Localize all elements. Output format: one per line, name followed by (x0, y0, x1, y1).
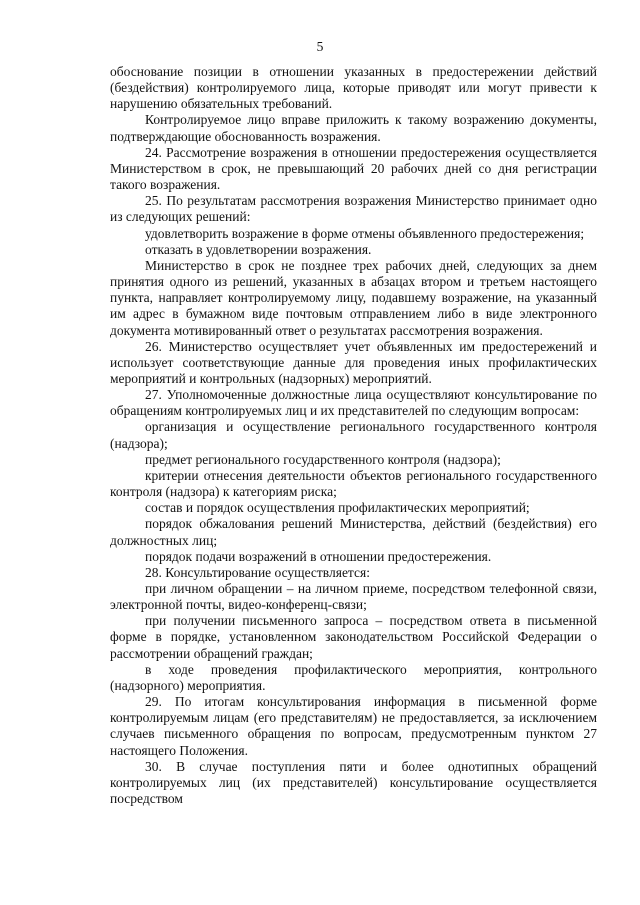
paragraph: критерии отнесения деятельности объектов регионального государственного контроля (надзора) к категориям риска; (110, 467, 597, 500)
paragraph: в ходе проведения профилактического мероприятия, контрольного (надзорного) мероприятия. (110, 661, 597, 693)
paragraph: 26. Министерство осуществляет учет объявленных им предостережений и использует соответствующие данные для проведения иных профилактических мероприятий и контрольных (надзорных) мероприятий. (110, 338, 597, 386)
document-body (110, 64, 597, 807)
paragraph: порядок обжалования решений Министерства, действий (бездействия) его должностных лиц; (110, 516, 597, 548)
page-number: 5 (316, 39, 324, 54)
paragraph: 29. По итогам консультирования информация в письменной форме контролируемым лицам (его представителям) не предоставляется, за исключением случаев письменного обращения по вопросам, предусмотренным пунктом 27 настоящего Положения. (110, 694, 597, 758)
paragraph: удовлетворить возражение в форме отмены объявленного предостережения; (145, 225, 585, 241)
paragraph: 28. Консультирование осуществляется: (145, 564, 370, 580)
paragraph: организация и осуществление регионального государственного контроля (надзора); (110, 419, 597, 451)
paragraph: 30. В случае поступления пяти и более однотипных обращений контролируемых лиц (их представителей) консультирование осуществляется посредством (110, 758, 597, 807)
paragraph: Министерство в срок не позднее трех рабочих дней, следующих за днем принятия одного из решений, указанных в абзацах втором и третьем настоящего пункта, направляет контролируемому лицу, подавшему возражение, на указанный им адрес в бумажном виде почтовым отправлением либо в виде электронного документа мотивированный ответ о результатах рассмотрения возражения. (110, 257, 597, 338)
paragraph: Контролируемое лицо вправе приложить к такому возражению документы, подтверждающие обоснованность возражения. (110, 112, 597, 144)
paragraph: при получении письменного запроса – посредством ответа в письменной форме в порядке, установленном законодательством Российской Федерации о рассмотрении обращений граждан; (110, 613, 597, 661)
paragraph: обоснование позиции в отношении указанных в предостережении действий (бездействия) контролируемого лица, которые приводят или могут привести к нарушению обязательных требований. (110, 64, 597, 112)
paragraph: состав и порядок осуществления профилактических мероприятий; (145, 500, 530, 516)
paragraph: 27. Уполномоченные должностные лица осуществляют консультирование по обращениям контролируемых лиц и их представителей по следующим вопросам: (110, 387, 597, 419)
paragraph: 25. По результатам рассмотрения возражения Министерство принимает одно из следующих решений: (110, 193, 597, 225)
paragraph: 24. Рассмотрение возражения в отношении предостережения осуществляется Министерством в срок, не превышающий 20 рабочих дней со дня регистрации такого возражения. (110, 144, 597, 193)
paragraph: порядок подачи возражений в отношении предостережения. (145, 548, 492, 564)
paragraph: предмет регионального государственного контроля (надзора); (145, 451, 501, 467)
paragraph: отказать в удовлетворении возражения. (145, 241, 372, 257)
paragraph: при личном обращении – на личном приеме, посредством телефонной связи, электронной почты, видео-конференц-связи; (110, 581, 597, 613)
